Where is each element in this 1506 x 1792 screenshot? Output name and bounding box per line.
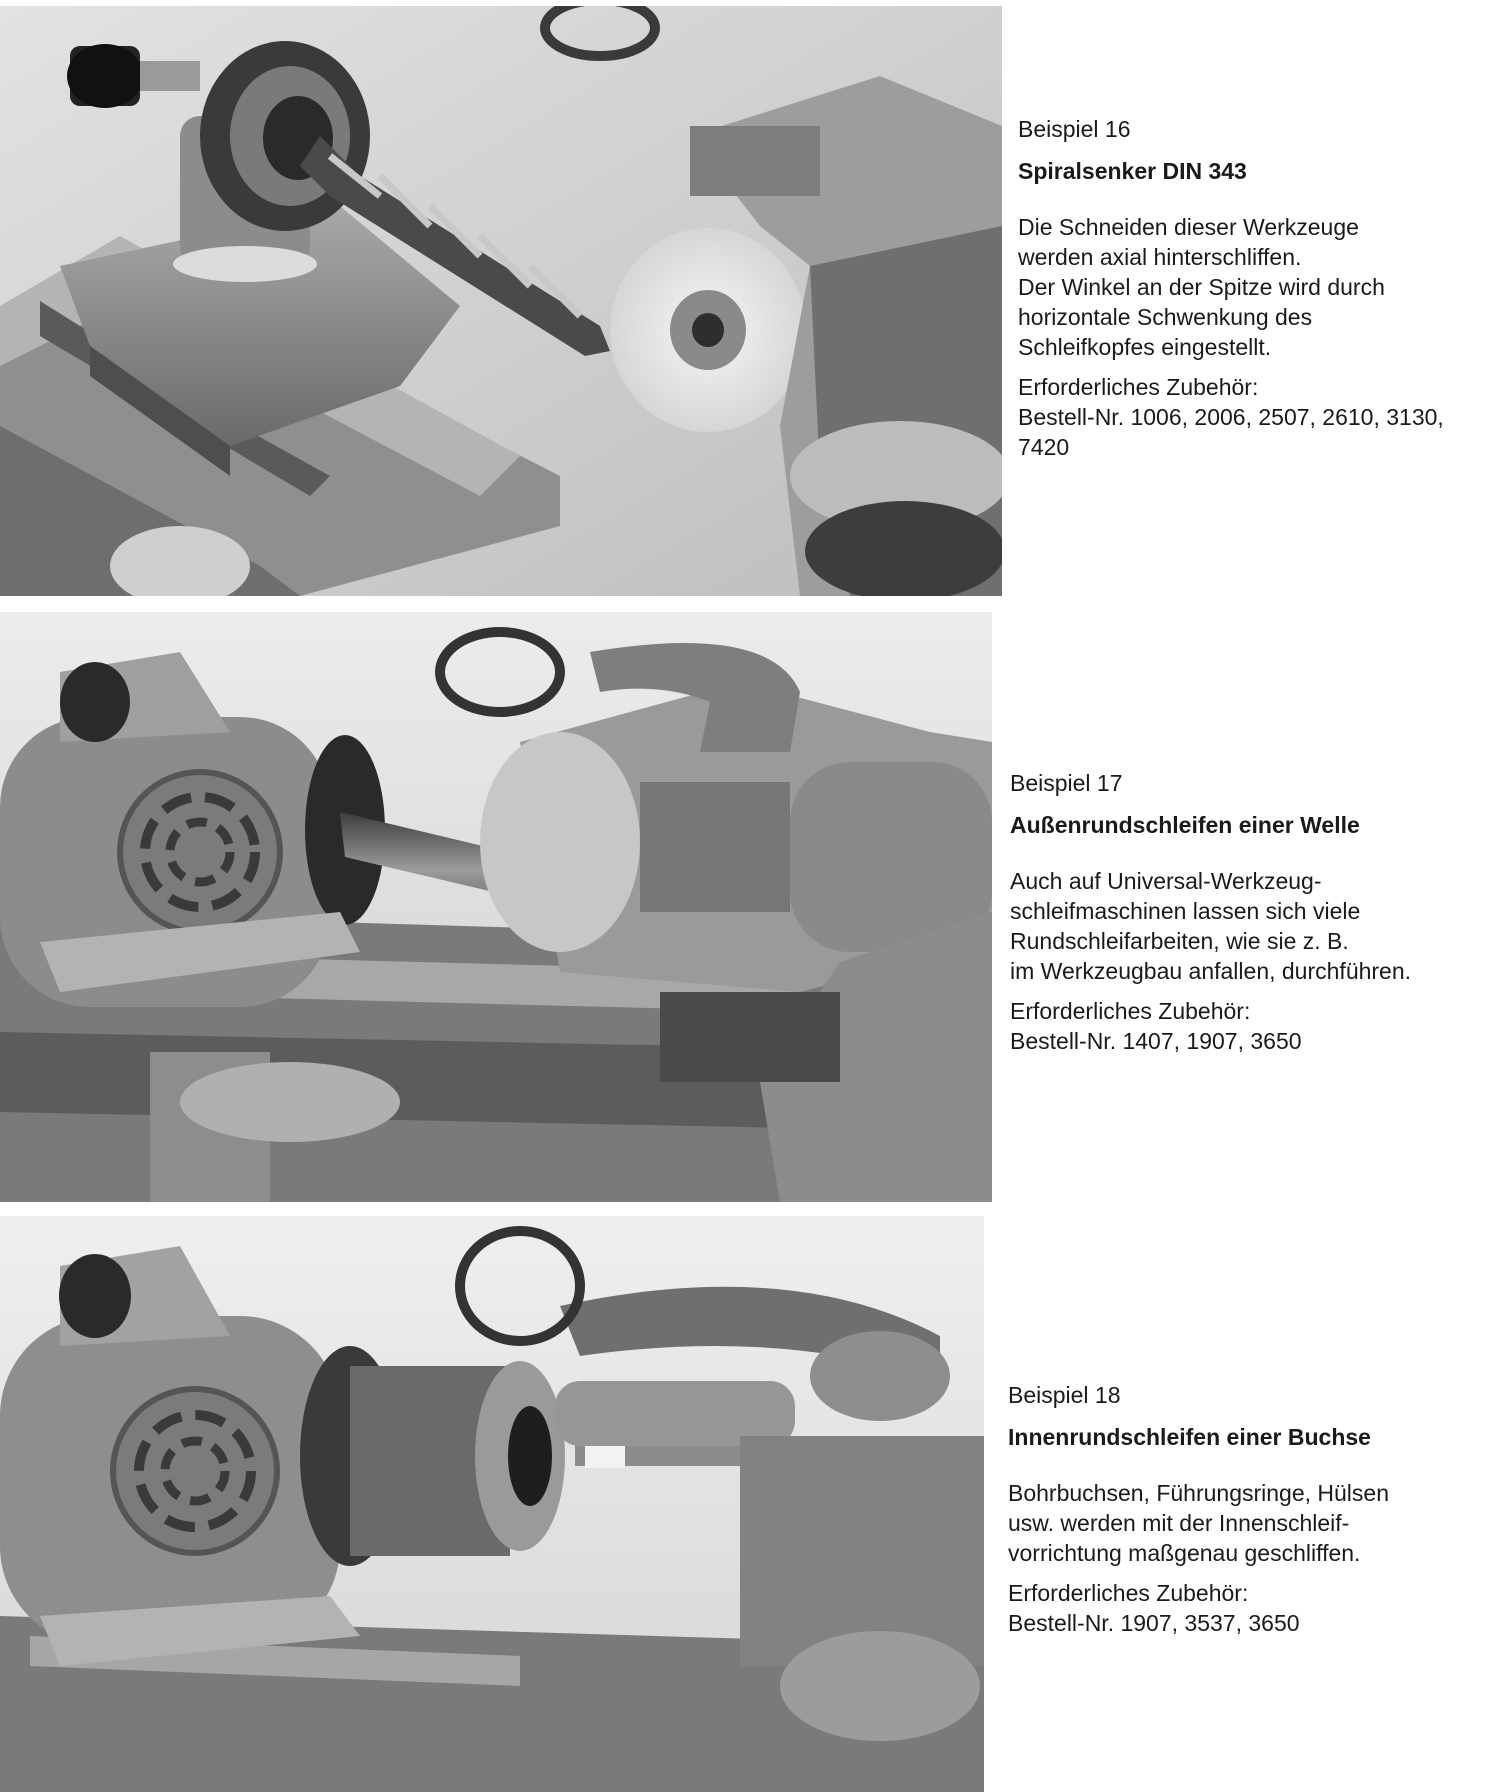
description-line: vorrichtung maßgenau geschliffen.	[1008, 1540, 1361, 1566]
accessories-label: Erforderliches Zubehör:	[1018, 374, 1259, 400]
description-line: Schleifkopfes eingestellt.	[1018, 334, 1272, 360]
description-line: Auch auf Universal-Werkzeug-	[1010, 868, 1322, 894]
example-accessories	[1018, 372, 1444, 462]
description-line: usw. werden mit der Innenschleif-	[1008, 1510, 1350, 1536]
example-17-photo	[0, 612, 992, 1202]
accessories-line: Bestell-Nr. 1006, 2006, 2507, 2610, 3130,	[1018, 404, 1444, 430]
twist-drill-grinding-photo	[0, 6, 1002, 596]
example-18-text	[1008, 1380, 1389, 1638]
example-accessories	[1008, 1578, 1389, 1638]
shaft-grinding-photo	[0, 612, 992, 1202]
accessories-line: Bestell-Nr. 1907, 3537, 3650	[1008, 1610, 1300, 1636]
description-line: schleifmaschinen lassen sich viele	[1010, 898, 1361, 924]
accessories-line: Bestell-Nr. 1407, 1907, 3650	[1010, 1028, 1302, 1054]
example-title: Innenrundschleifen einer Buchse	[1008, 1424, 1371, 1450]
example-description	[1018, 212, 1444, 362]
example-label: Beispiel 16	[1018, 116, 1131, 142]
example-accessories	[1010, 996, 1411, 1056]
description-line: Die Schneiden dieser Werkzeuge	[1018, 214, 1359, 240]
accessories-label: Erforderliches Zubehör:	[1008, 1580, 1249, 1606]
example-label: Beispiel 18	[1008, 1382, 1121, 1408]
description-line: Rundschleifarbeiten, wie sie z. B.	[1010, 928, 1349, 954]
description-line: Bohrbuchsen, Führungsringe, Hülsen	[1008, 1480, 1390, 1506]
example-title: Außenrundschleifen einer Welle	[1010, 812, 1360, 838]
bushing-grinding-photo	[0, 1216, 984, 1792]
description-line: horizontale Schwenkung des	[1018, 304, 1313, 330]
description-line: Der Winkel an der Spitze wird durch	[1018, 274, 1385, 300]
accessories-label: Erforderliches Zubehör:	[1010, 998, 1251, 1024]
example-title: Spiralsenker DIN 343	[1018, 158, 1247, 184]
example-description	[1008, 1478, 1389, 1568]
example-16-text	[1018, 114, 1444, 462]
example-18-photo	[0, 1216, 984, 1792]
description-line: werden axial hinterschliffen.	[1018, 244, 1302, 270]
example-17-text	[1010, 768, 1411, 1056]
accessories-line: 7420	[1018, 434, 1070, 460]
example-label: Beispiel 17	[1010, 770, 1123, 796]
example-16-photo	[0, 6, 1002, 596]
description-line: im Werkzeugbau anfallen, durchführen.	[1010, 958, 1412, 984]
example-description	[1010, 866, 1411, 986]
